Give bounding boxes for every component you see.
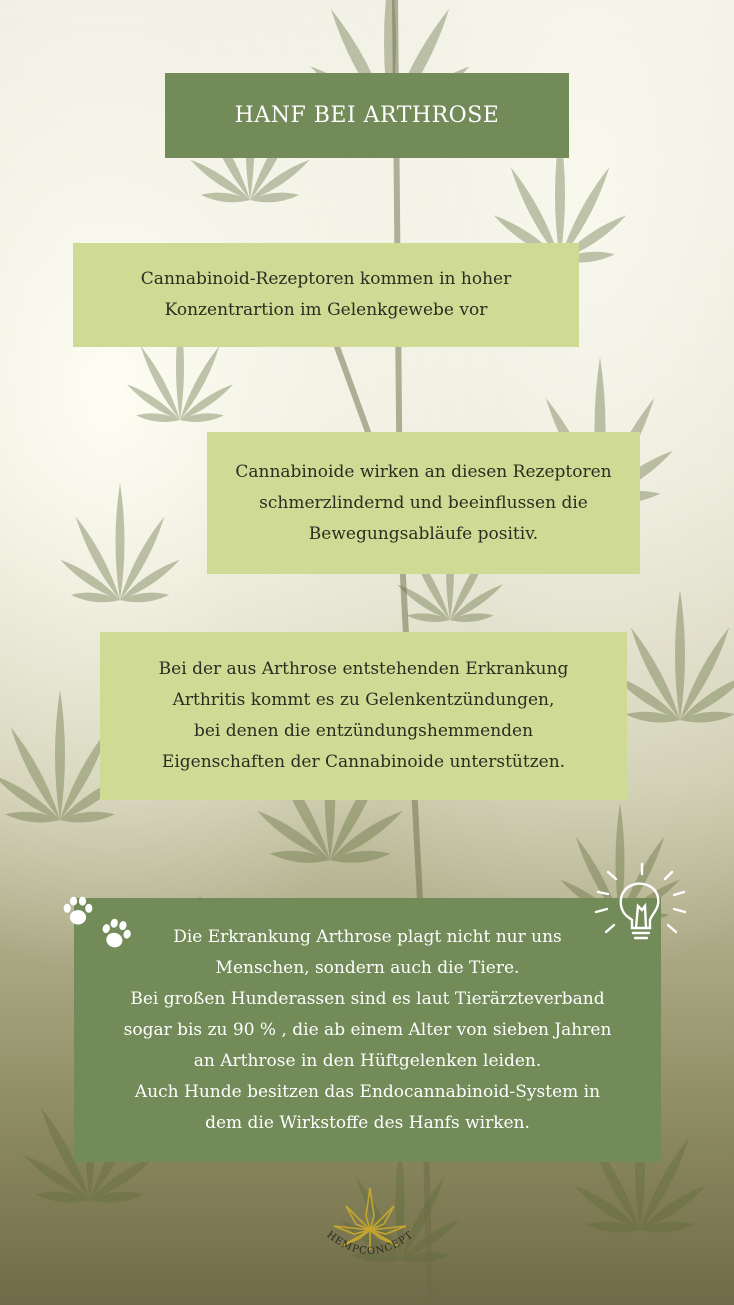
info-box-effects-text	[235, 457, 611, 550]
lightbulb-icon	[590, 862, 690, 957]
text-line: dem die Wirkstoffe des Hanfs wirken.	[205, 1112, 530, 1133]
text-line: sogar bis zu 90 % , die ab einem Alter von sieben Jahren	[123, 1019, 612, 1040]
text-line: Die Erkrankung Arthrose plagt nicht nur uns	[173, 926, 562, 947]
text-line: Cannabinoid-Rezeptoren kommen in hoher	[140, 269, 512, 289]
leaf-shape	[116, 483, 125, 600]
hemp-leaf-logo	[310, 1180, 430, 1270]
leaf-shape	[639, 1219, 695, 1235]
text-line: Konzentrartion im Gelenkgewebe vor	[164, 300, 488, 320]
leaf-shape	[679, 709, 734, 725]
info-box-animals-text	[124, 922, 612, 1139]
text-line: Cannabinoide wirken an diesen Rezeptoren	[235, 461, 612, 482]
text-line: an Arthrose in den Hüftgelenken leiden.	[193, 1050, 542, 1071]
leaf-shape	[269, 848, 330, 865]
leaf-shape	[585, 1219, 641, 1235]
info-box-animals	[74, 898, 661, 1162]
paw-print-icon	[98, 916, 134, 952]
text-line: Bewegungsabläufe positiv.	[308, 523, 539, 544]
leaf-shape	[625, 709, 681, 725]
leaf-shape	[136, 411, 181, 424]
paw-print-icon	[60, 893, 96, 929]
title-banner	[165, 73, 569, 158]
leaf-shape	[89, 1189, 145, 1205]
leaf-shape	[70, 590, 120, 604]
text-line: bei denen die entzündungshemmenden	[193, 721, 534, 741]
leaf-shape	[35, 1189, 91, 1205]
text-line: Eigenschaften der Cannabinoide unterstützen.	[161, 752, 566, 772]
leaf-shape	[329, 848, 390, 865]
leaf-shape	[120, 590, 170, 604]
leaf-shape	[180, 411, 225, 424]
leaf-shape	[675, 590, 685, 720]
text-line: Bei der aus Arthrose entstehenden Erkrankung	[158, 659, 569, 679]
leaf-shape	[55, 690, 65, 820]
leaf-shape	[200, 190, 250, 204]
leaf-shape	[450, 611, 495, 624]
page-title: HANF BEI ARTHROSE	[234, 103, 500, 128]
text-line: Bei großen Hunderassen sind es laut Tierärzteverband	[130, 988, 605, 1009]
text-line: schmerzlindernd und beeinflussen die	[259, 492, 588, 513]
text-line: Auch Hunde besitzen das Endocannabinoid-System in	[134, 1081, 601, 1102]
logo-text: HEMPCONCEPT	[324, 1229, 416, 1258]
leaf-shape	[5, 809, 61, 825]
info-box-effects	[207, 432, 640, 574]
leaf-shape	[59, 809, 115, 825]
text-line: Menschen, sondern auch die Tiere.	[215, 957, 520, 978]
text-line: Arthritis kommt es zu Gelenkentzündungen,	[172, 690, 555, 710]
leaf-shape	[250, 190, 300, 204]
info-box-arthritis-text	[159, 654, 569, 778]
leaf-shape	[406, 611, 451, 624]
info-box-receptors-text	[141, 264, 511, 326]
info-box-receptors	[73, 243, 579, 347]
info-box-arthritis	[100, 632, 627, 800]
